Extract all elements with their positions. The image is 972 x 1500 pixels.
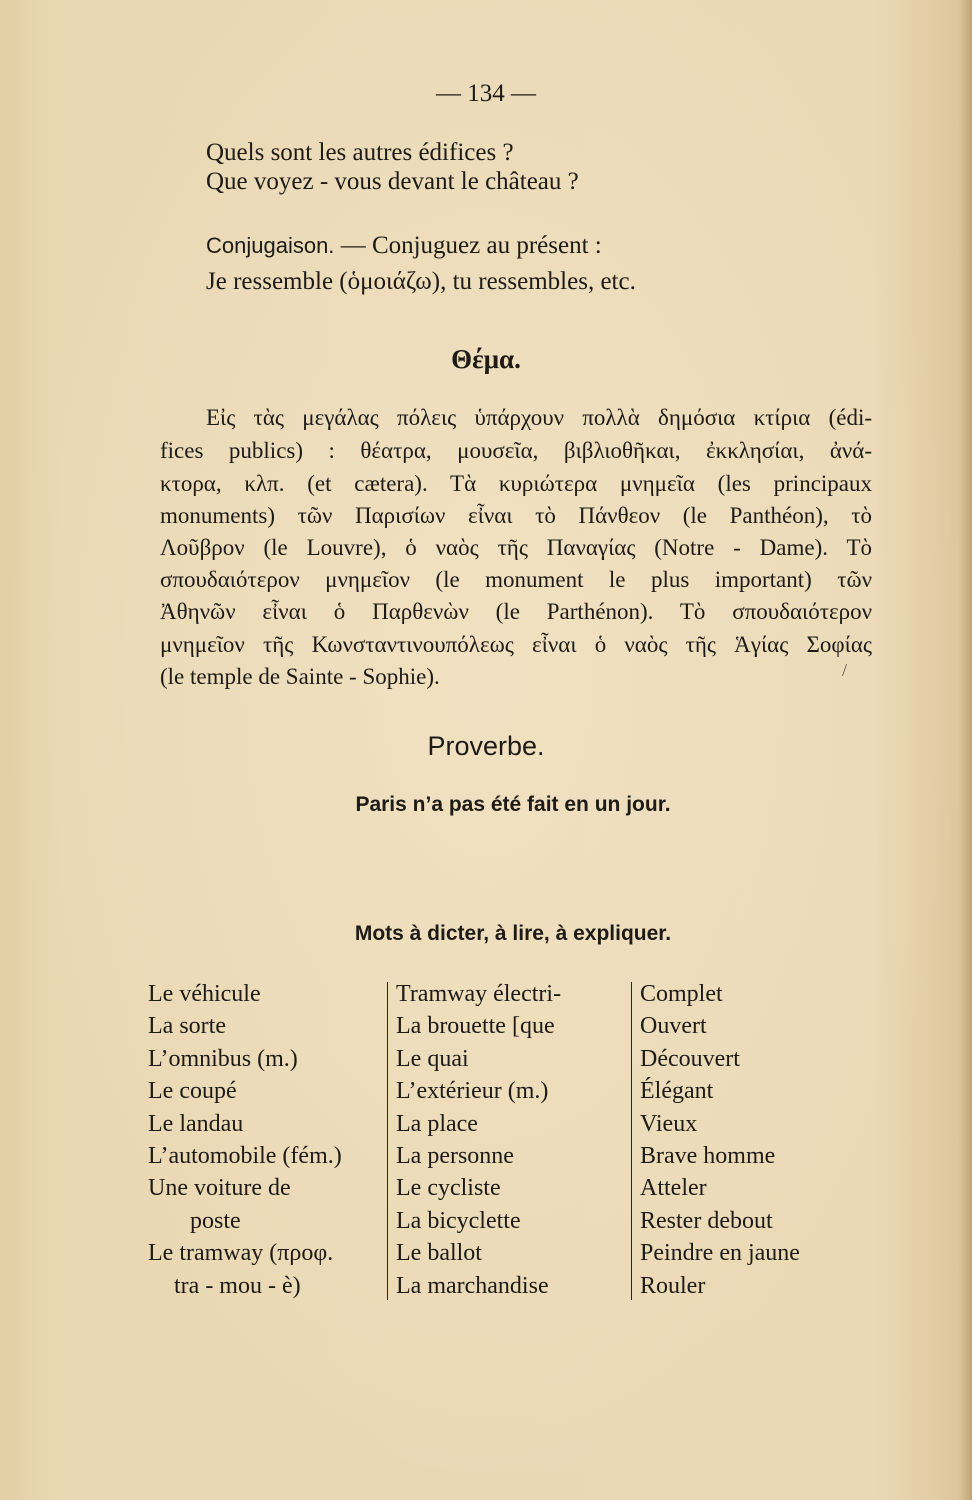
- pencil-slash-mark: /: [842, 660, 848, 680]
- vocab-item: Rouler: [640, 1272, 706, 1299]
- vocab-item: Le ballot: [396, 1240, 482, 1267]
- proverbe-text: Paris n’a pas été fait en un jour.: [355, 793, 671, 816]
- vocab-item: poste: [190, 1207, 241, 1234]
- vocab-item: Le véhicule: [148, 981, 261, 1007]
- thema-line-4: monuments) τῶν Παρισίων εἶναι τὸ Πάνθεον (le Panthéon), τὸ: [160, 503, 872, 528]
- question-line-2: Que voyez - vous devant le château ?: [206, 168, 579, 195]
- vocab-item: Le coupé: [148, 1078, 237, 1105]
- vocab-item: L’automobile (fém.): [148, 1142, 342, 1169]
- conjugaison-label: Conjugaison.: [206, 233, 335, 258]
- vocab-item: Le landau: [148, 1110, 244, 1137]
- vocab-item: L’extérieur (m.): [396, 1078, 549, 1105]
- thema-line-7: Ἀθηνῶν εἶναι ὁ Παρθενὼν (le Parthénon). Τὸ σπουδαιότερον: [160, 599, 872, 624]
- vocab-item: Atteler: [640, 1175, 707, 1202]
- thema-title: Θέμα.: [451, 344, 521, 374]
- page-number: — 134 —: [436, 80, 536, 107]
- thema-line-3: κτορα, κλπ. (et cætera). Τὰ κυριώτερα μνημεῖα (les principaux: [160, 471, 872, 496]
- thema-line-2: fices publics) : θέατρα, μουσεῖα, βιβλιοθῆκαι, ἐκκλησίαι, ἀνά-: [160, 438, 872, 463]
- column-divider-1: [387, 982, 388, 1300]
- thema-line-1: Εἰς τὰς μεγάλας πόλεις ὑπάρχουν πολλὰ δημόσια κτίρια (édi-: [206, 405, 872, 430]
- vocab-item: Rester debout: [640, 1207, 773, 1234]
- vocab-item: Une voiture de: [148, 1175, 291, 1202]
- vocabulary-title: Mots à dicter, à lire, à expliquer.: [354, 922, 672, 945]
- thema-line-6: σπουδαιότερον μνημεῖον (le monument le plus important) τῶν: [160, 567, 872, 592]
- vocab-item: Le cycliste: [396, 1175, 501, 1202]
- vocab-item: Le tramway (προφ.: [148, 1240, 334, 1267]
- vocab-item: La brouette [que: [396, 1013, 555, 1040]
- vocab-item: L’omnibus (m.): [148, 1045, 298, 1072]
- vocab-item: Peindre en jaune: [640, 1240, 800, 1267]
- vocab-item: La bicyclette: [396, 1207, 521, 1234]
- proverbe-title: Proverbe.: [427, 731, 545, 761]
- vocab-item: Brave homme: [640, 1142, 776, 1169]
- thema-line-9: (le temple de Sainte - Sophie).: [160, 664, 440, 689]
- conjugaison-line: [206, 232, 602, 260]
- vocab-item: Ouvert: [640, 1013, 707, 1040]
- vocab-item: La sorte: [148, 1013, 226, 1040]
- vocab-item: Tramway électri-: [396, 981, 562, 1007]
- question-line-1: Quels sont les autres édifices ?: [206, 139, 514, 166]
- column-divider-2: [631, 982, 632, 1300]
- thema-line-8: μνημεῖον τῆς Κωνσταντινουπόλεως εἶναι ὁ ναὸς τῆς Ἁγίας Σοφίας: [160, 632, 872, 657]
- conjugaison-example: Je ressemble (ὁμοιάζω), tu ressembles, etc.: [206, 268, 636, 295]
- conjugaison-instruction: — Conjuguez au présent :: [334, 232, 602, 259]
- vocabulary-column-2: [396, 978, 561, 1302]
- vocab-item: Élégant: [640, 1078, 714, 1105]
- thema-line-5: Λοῦβρον (le Louvre), ὁ ναὸς τῆς Παναγίας (Notre - Dame). Τὸ: [160, 535, 872, 560]
- vocab-item: La place: [396, 1110, 478, 1137]
- vocab-item: Vieux: [640, 1110, 698, 1137]
- vocab-item: Découvert: [640, 1045, 740, 1072]
- vocab-item: La personne: [396, 1142, 514, 1169]
- vocab-item: tra - mou - è): [174, 1272, 301, 1299]
- vocabulary-column-1: [148, 978, 342, 1302]
- vocab-item: Complet: [640, 981, 723, 1007]
- vocab-item: La marchandise: [396, 1272, 549, 1299]
- vocab-item: Le quai: [396, 1045, 469, 1072]
- vocabulary-column-3: [640, 978, 800, 1302]
